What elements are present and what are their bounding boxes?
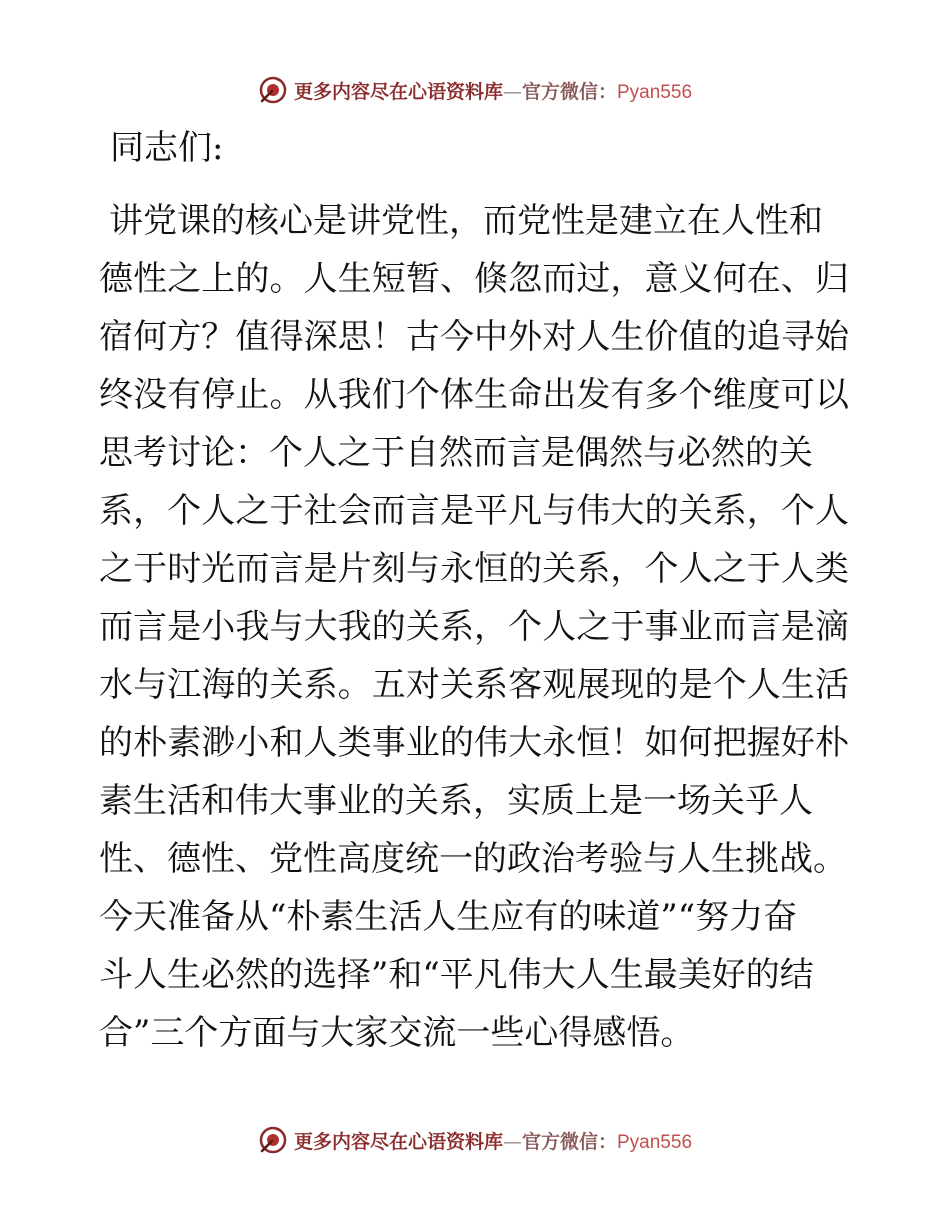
banner-wechat-label: 官方微信： (521, 80, 617, 103)
banner-site-text: 更多内容尽在心语资料库 (293, 1130, 503, 1153)
salutation: 同志们: (110, 128, 224, 168)
paragraph-line: 而言是小我与大我的关系，个人之于事业而言是滴 (99, 607, 849, 647)
header-banner (0, 70, 950, 110)
banner-site-text: 更多内容尽在心语资料库 (293, 80, 503, 103)
paragraph-line: 讲党课的核心是讲党性，而党性是建立在人性和 (109, 201, 823, 241)
banner-wechat-id: Pyan556 (617, 81, 693, 103)
quill-seal-icon (258, 1125, 288, 1155)
body-paragraph (99, 192, 849, 1062)
paragraph-line: 合”三个方面与大家交流一些心得感悟。 (99, 1013, 695, 1053)
paragraph-line: 思考讨论：个人之于自然而言是偶然与必然的关 (99, 433, 813, 473)
banner-wechat-id: Pyan556 (617, 1131, 693, 1153)
paragraph-line: 的朴素渺小和人类事业的伟大永恒！如何把握好朴 (99, 723, 849, 763)
paragraph-line: 终没有停止。从我们个体生命出发有多个维度可以 (99, 375, 849, 415)
banner-wechat-label: 官方微信： (521, 1130, 617, 1153)
banner-dash: — (502, 80, 522, 103)
paragraph-line: 宿何方？值得深思！古今中外对人生价值的追寻始 (99, 317, 849, 357)
banner-dash: — (502, 1130, 522, 1153)
paragraph-line: 水与江海的关系。五对关系客观展现的是个人生活 (99, 665, 849, 705)
quill-seal-icon (258, 75, 288, 105)
paragraph-line: 性、德性、党性高度统一的政治考验与人生挑战。 (99, 839, 847, 879)
footer-banner (0, 1120, 950, 1160)
paragraph-line: 系，个人之于社会而言是平凡与伟大的关系，个人 (99, 491, 849, 531)
paragraph-line: 斗人生必然的选择”和“平凡伟大人生最美好的结 (99, 955, 814, 995)
paragraph-line: 今天准备从“朴素生活人生应有的味道”“努力奋 (99, 897, 798, 937)
paragraph-line: 素生活和伟大事业的关系，实质上是一场关乎人 (99, 781, 813, 821)
paragraph-line: 德性之上的。人生短暂、倏忽而过，意义何在、归 (99, 259, 849, 299)
paragraph-line: 之于时光而言是片刻与永恒的关系，个人之于人类 (99, 549, 849, 589)
